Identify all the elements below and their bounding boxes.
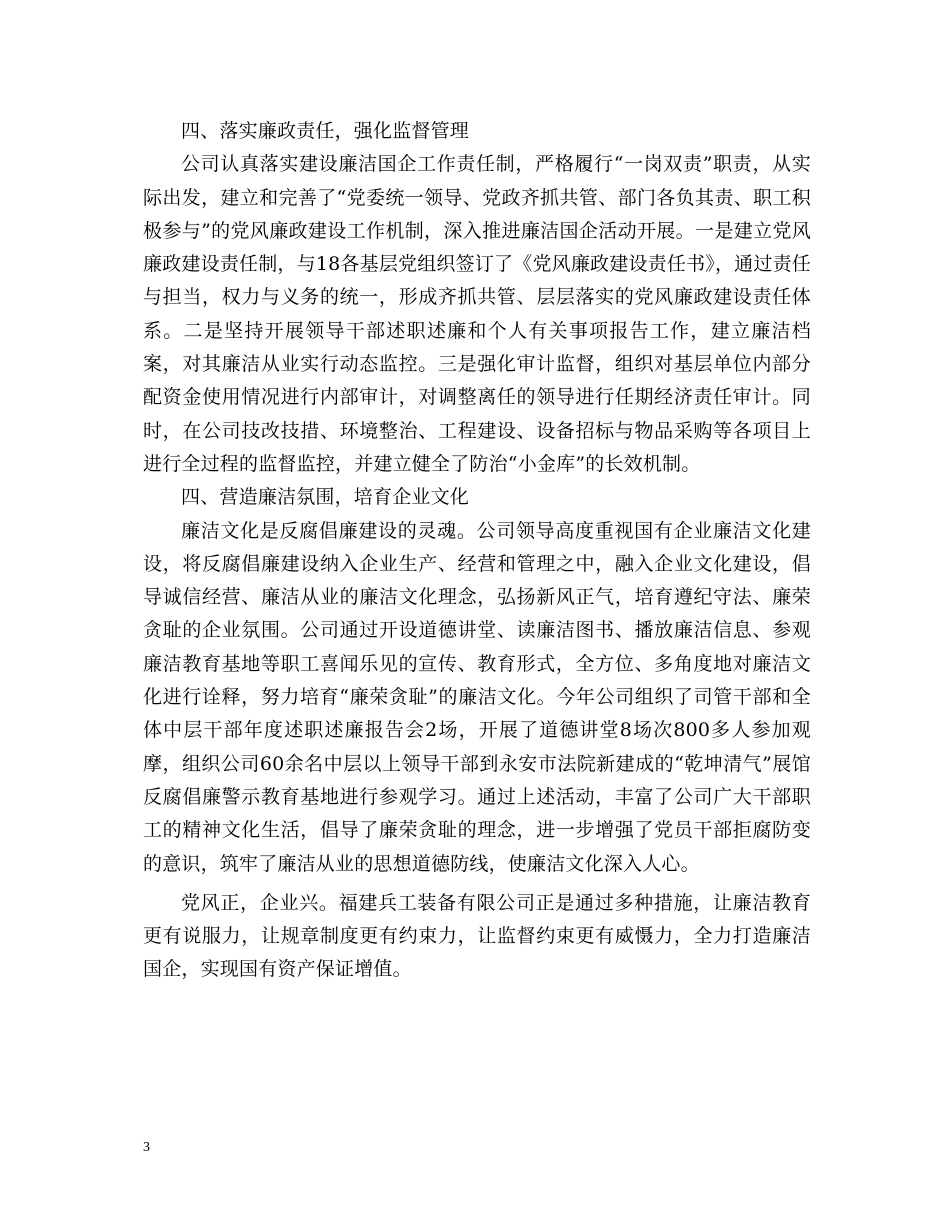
section-paragraph-culture: 廉洁文化是反腐倡廉建设的灵魂。公司领导高度重视国有企业廉洁文化建设，将反腐倡廉建设纳入企业生产、经营和管理之中，融入企业文化建设，倡导诚信经营、廉洁从业的廉洁文化理念，弘扬新风正气，培育遵纪守法、廉荣贪耻的企业氛围。公司通过开设道德讲堂、读廉洁图书、播放廉洁信息、参观廉洁教育基地等职工喜闻乐见的宣传、教育形式，全方位、多角度地对廉洁文化进行诠释，努力培育“廉荣贪耻”的廉洁文化。今年公司组织了司管干部和全体中层干部年度述职述廉报告会2场，开展了道德讲堂8场次800多人参加观摩，组织公司60余名中层以上领导干部到永安市法院新建成的“乾坤清气”展馆反腐倡廉警示教育基地进行参观学习。通过上述活动，丰富了公司广大干部职工的精神文化生活，倡导了廉荣贪耻的理念，进一步增强了党员干部拒腐防变的意识，筑牢了廉洁从业的思想道德防线，使廉洁文化深入人心。: [143, 519, 811, 875]
document-body: [143, 115, 811, 987]
page-number: 3: [143, 1140, 150, 1155]
section-paragraph-supervision: 公司认真落实建设廉洁国企工作责任制，严格履行“一岗双责”职责，从实际出发，建立和完善了“党委统一领导、党政齐抓共管、部门各负其责、职工积极参与”的党风廉政建设工作机制，深入推进廉洁国企活动开展。一是建立党风廉政建设责任制，与18各基层党组织签订了《党风廉政建设责任书》，通过责任与担当，权力与义务的统一，形成齐抓共管、层层落实的党风廉政建设责任体系。二是坚持开展领导干部述职述廉和个人有关事项报告工作，建立廉洁档案，对其廉洁从业实行动态监控。三是强化审计监督，组织对基层单位内部分配资金使用情况进行内部审计，对调整离任的领导进行任期经济责任审计。同时，在公司技改技措、环境整治、工程建设、设备招标与物品采购等各项目上进行全过程的监督监控，并建立健全了防治“小金库”的长效机制。: [143, 153, 811, 475]
section-heading-supervision: 四、落实廉政责任，强化监督管理: [181, 120, 470, 142]
section-heading-culture: 四、营造廉洁氛围，培育企业文化: [181, 486, 470, 509]
closing-paragraph: 党风正，企业兴。福建兵工装备有限公司正是通过多种措施，让廉洁教育更有说服力，让规章制度更有约束力，让监督约束更有威慑力，全力打造廉洁国企，实现国有资产保证增值。: [143, 891, 811, 981]
